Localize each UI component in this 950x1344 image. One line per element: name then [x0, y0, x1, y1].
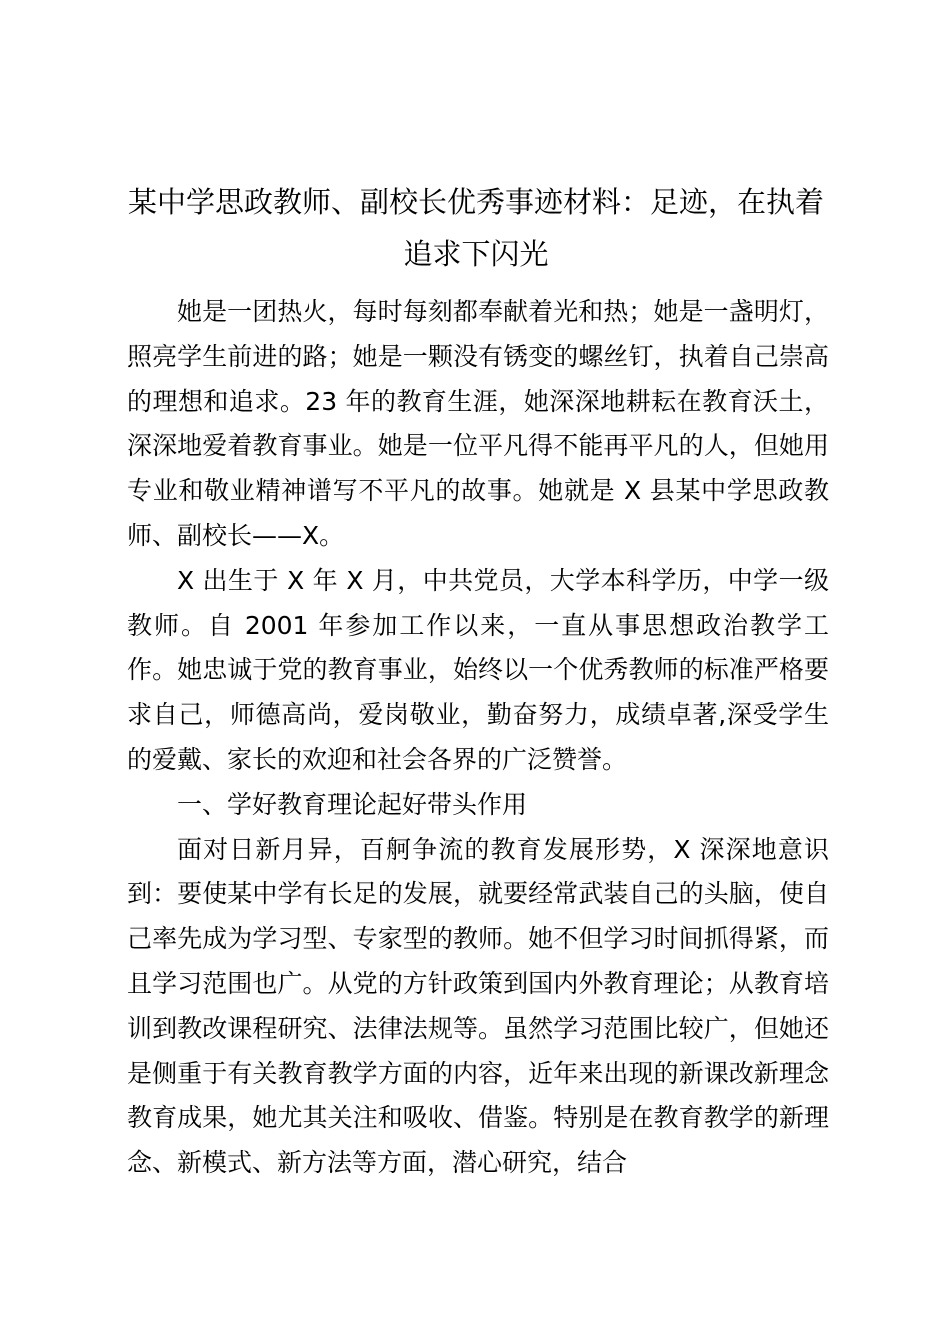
document-title: 某中学思政教师、副校长优秀事迹材料：足迹，在执着追求下闪光 — [127, 185, 824, 271]
paragraph-intro: 她是一团热火，每时每刻都奉献着光和热；她是一盏明灯，照亮学生前进的路；她是一颗没有锈变的螺丝钉，执着自己崇高的理想和追求。23 年的教育生涯，她深深地耕耘在教育沃土，深深地爱着教育事业。她是一位平凡得不能再平凡的人，但她用专业和敬业精神谱写不平凡的故事。她就是 X 县某中学思政教师、副校长——X。 — [127, 297, 829, 550]
document-body — [127, 290, 829, 1186]
paragraph-section-1: 面对日新月异，百舸争流的教育发展形势，X 深深地意识到：要使某中学有长足的发展，就要经常武装自己的头脑，使自己率先成为学习型、专家型的教师。她不但学习时间抓得紧，而且学习范围也广。从党的方针政策到国内外教育理论；从教育培训到教改课程研究、法律法规等。虽然学习范围比较广，但她还是侧重于有关教育教学方面的内容，近年来出现的新课改新理念教育成果，她尤其关注和吸收、借鉴。特别是在教育教学的新理念、新模式、新方法等方面，潜心研究，结合 — [127, 834, 829, 1178]
paragraph-biography: X 出生于 X 年 X 月，中共党员，大学本科学历，中学一级教师。自 2001 年参加工作以来，一直从事思想政治教学工作。她忠诚于党的教育事业，始终以一个优秀教师的标准严格要求自己，师德高尚，爱岗敬业，勤奋努力，成绩卓著,深受学生的爱戴、家长的欢迎和社会各界的广泛赞誉。 — [127, 565, 829, 774]
section-heading-1: 一、学好教育理论起好带头作用 — [177, 789, 528, 819]
